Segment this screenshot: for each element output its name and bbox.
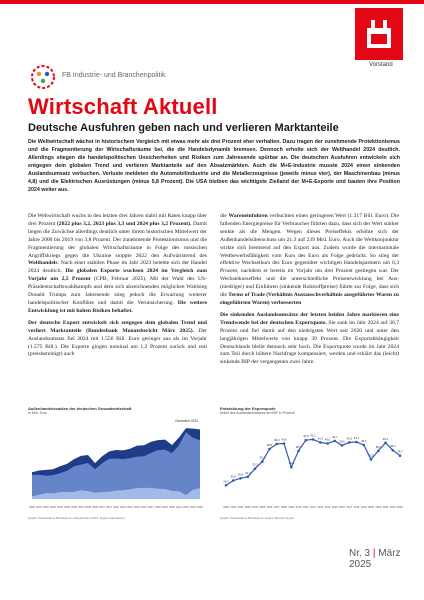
body-text-bold: Die sinkenden Auslandsumsätze der letzten beiden Jahre markieren eine Trendwende bei der deutschen Exportquote.: [220, 311, 399, 326]
data-label: 40,2: [382, 436, 389, 441]
issue-date: März 2025: [349, 548, 401, 570]
body-text: die: [220, 213, 229, 219]
x-tick-label: 2021: [176, 506, 182, 509]
body-paragraph: [220, 312, 399, 367]
body-paragraph: [28, 213, 207, 316]
department-label: FB Industrie- und Branchenpolitik: [62, 72, 166, 79]
x-tick-label: 2010: [99, 506, 105, 509]
body-text: Die Weltwirtschaft wuchs in den letzten drei Jahren stabil mit Raten knapp über drei Prozent: [28, 213, 207, 227]
chart-subtitle: Anteil des Auslandsumsatzes am BIP in Prozent: [220, 411, 295, 415]
data-point: [290, 466, 293, 469]
data-label: 39,5: [339, 439, 345, 444]
data-point: [319, 441, 322, 444]
chart-trade-svg: [28, 415, 204, 511]
x-tick-label: 2020: [368, 506, 374, 509]
lead-paragraph: Die Weltwirtschaft wächst in historischem Vergleich mit etwas mehr als drei Prozent eher verhalten. Dazu tragen der zunehmende Protektionismus und die Fragmentierung der Wirtschaftsräume bei, die die Handelsdynamik bremsen. Dennoch erholte sich der Welthandel 2024 deutlich. Allerdings stiegen die handelspolitischen Unsicherheiten und Risiken zum Jahresende spürbar an. Die deutschen Ausfuhren entwickeln sich entgegen dem globalen Trend und verlieren Marktanteile auf den Absatzmärkten. Auch die M+E-Industrie musste 2024 einen sinkenden Auslandsumsatz verbuchen. Verluste meldeten die Automobilindustrie und die Metallerzeugnisse (jeweils minus vier), der Maschinenbau (minus 4,8) und die Elektrischen Ausrüstungen (minus 5,8 Prozent). Die USA bleiben das wichtigste Zielland der M+E-Exporte und bauten ihre Position 2024 weiter aus.: [28, 139, 400, 193]
body-column-right: [220, 213, 399, 371]
body-text: (CPB, Februar 2025). Mit der Wahl des US-Präsidentschaftswahlkampfs und dem sich abzeichnenden möglichen Wahlsieg Donald Trumps zum Jahresende stieg jedoch die Erwartung weiterer handelspolitischer Konflikte und damit die Verunsicherung.: [28, 276, 208, 306]
logo-subline: Vorstand: [369, 62, 393, 68]
data-label: 33,6: [288, 461, 295, 466]
x-tick-label: 2017: [346, 506, 353, 509]
gear-people-icon: [28, 62, 58, 92]
x-tick-label: 2023: [389, 506, 396, 509]
x-tick-label: 2006: [71, 506, 77, 509]
body-text-bold: (2022 plus 3,2, 2023 plus 3,3 und 2024 plus 3,2 Prozent).: [56, 220, 192, 227]
data-point: [399, 454, 402, 457]
body-text-bold: Terms of Trade (Verhältnis Austauschverhältnis ausgeführter Waren zu eingeführten Waren) verbesserten: [220, 292, 400, 306]
body-text-bold: Die weitere Entwicklung ist mit hohen Risiken behaftet.: [28, 299, 207, 314]
body-text-bold: Wareneinfuhren: [228, 213, 268, 219]
x-tick-label: 2011: [303, 506, 309, 509]
data-label: 35,7: [368, 453, 374, 458]
issue-separator: |: [372, 548, 376, 559]
data-point: [232, 479, 235, 482]
page-title: Wirtschaft Aktuell: [28, 94, 218, 119]
data-point: [254, 467, 257, 470]
x-tick-label: 2004: [252, 506, 258, 509]
data-label: 33,2: [252, 462, 258, 467]
data-point: [341, 444, 344, 447]
x-tick-label: 2012: [310, 506, 316, 509]
body-text: Damit liegen die Zuwächse allerdings deutlich unter ihrem historischen Mittelwert der Jahre 2000 bis 2019 von 3,8 Prozent. Der zunehmende Protektionismus und die Fragmentierung der globalen Wirtschaftsräume in Folge des russischen Angriffskriegs gegen die Ukraine stoppte 2022 den Aufwärtstrend des: [28, 220, 207, 259]
x-tick-label: 2024: [397, 506, 403, 509]
x-tick-label: 2009: [288, 506, 295, 509]
x-tick-label: 2005: [64, 506, 70, 509]
x-tick-label: 2002: [237, 506, 244, 509]
data-point: [225, 484, 228, 487]
data-point: [334, 440, 337, 443]
data-point: [247, 476, 250, 479]
top-accent-bar: [0, 0, 424, 4]
chart-annotation: Dezember 2024: [175, 419, 198, 423]
x-tick-label: 2016: [141, 506, 147, 509]
logo-emblem-icon: [361, 14, 397, 54]
chart-quota-svg: [220, 415, 406, 511]
body-paragraph: [220, 213, 399, 308]
chart-title: Entwicklung der Exportquote: [220, 406, 276, 411]
x-tick-label: 2001: [230, 506, 237, 509]
data-point: [377, 450, 380, 453]
x-tick-label: 2001: [36, 506, 42, 509]
x-tick-label: 2008: [281, 506, 287, 509]
x-tick-label: 2018: [353, 506, 360, 509]
data-point: [268, 448, 271, 451]
page-subtitle: Deutsche Ausfuhren geben nach und verlieren Marktanteile: [28, 122, 339, 134]
data-label: 40,3: [317, 436, 324, 441]
data-point: [384, 442, 387, 445]
data-label: 39,6: [361, 439, 367, 443]
data-label: 40,4: [353, 436, 360, 440]
chart-export-quota: [220, 406, 406, 524]
x-tick-label: 2023: [190, 506, 196, 509]
data-point: [355, 441, 358, 444]
x-tick-label: 2014: [324, 506, 331, 509]
body-text-bold: Welthandels: [28, 260, 58, 267]
x-tick-label: 2003: [244, 506, 251, 509]
chart-trade-balance: [28, 406, 204, 524]
x-tick-label: 2017: [148, 506, 154, 509]
data-label: 38,2: [390, 444, 396, 449]
x-tick-label: 2003: [50, 506, 56, 509]
data-label: 35,1: [259, 455, 266, 460]
x-tick-label: 2024: [197, 506, 203, 509]
data-point: [297, 450, 300, 453]
x-tick-label: 2007: [273, 506, 280, 509]
data-point: [261, 460, 264, 463]
body-text: Sie sank im Jahr 2024 auf 36,7 Prozent und fiel damit auf den niedrigsten Wert seit 2020 und unter den langjährigen Mittelwerte von knapp 39 Prozent. Die Exportabhängigkeit Deutschlands bleibt dennoch sehr hoch. Die Exportquote wurde im Jahr 2024 zum Teil durch höhere Nachfrage kompensiert, werden und erklärt das (leicht) sinkende BIP der vergangenen zwei Jahre.: [220, 319, 399, 366]
x-tick-label: 2022: [183, 506, 189, 509]
x-tick-label: 2015: [134, 506, 140, 509]
data-label: 30,6: [237, 472, 244, 477]
x-tick-label: 2015: [331, 506, 338, 509]
x-tick-label: 2022: [382, 506, 389, 509]
data-point: [312, 438, 315, 441]
data-label: 40,3: [346, 436, 353, 441]
data-label: 39,9: [274, 437, 280, 442]
data-point: [326, 442, 329, 445]
data-point: [239, 477, 242, 480]
data-point: [370, 458, 373, 461]
data-label: 41,1: [310, 433, 316, 438]
x-tick-label: 2012: [113, 506, 119, 509]
body-text: verbuchten einen geringeren Wert (1.317 Bill. Euro). Die fallenden Energiepreise für Verbraucher führten dazu, dass sich der Wert stärker senkte als die Mengen. Wegen dieses Preiseffekts erhöhte sich der Außenhandelsüberschuss um 21,3 auf 239 Mrd. Euro. Auch die Weltkonjunktur wirkte sich bremsend auf den Export aus. Zudem wurde die internationale Wettbewerbsfähigkeit vom Kurs des Euro als Folge gedrückt. So stieg der effektive Wechselkurs des Euro gegenüber wichtigen Handelspartnern um 0,3 Prozent, nachdem er bereits im Vorjahr um drei Prozent gestiegen war. Der Wechselkurseffekt und die unterschiedliche Preisentwicklung bei Aus- (niedriger) und Einfuhren (sinkende Rohstoffpreise) führte zur Folge, dass sich die: [220, 213, 399, 299]
issue-label: [349, 548, 424, 570]
x-tick-label: 2018: [155, 506, 161, 509]
body-text: . Nach einer stabilen Phase im Jahr 2023 belebte sich der Handel 2024 deutlich.: [28, 260, 207, 275]
x-tick-label: 2020: [169, 506, 175, 509]
data-label: 30,0: [230, 474, 237, 479]
data-point: [348, 441, 351, 444]
x-tick-label: 2021: [375, 506, 382, 509]
x-tick-label: 2002: [43, 506, 49, 509]
x-tick-label: 2019: [360, 506, 367, 509]
data-label: 38,0: [375, 444, 382, 449]
data-label: 38,0: [295, 444, 302, 449]
x-tick-label: 2007: [78, 506, 84, 509]
x-tick-label: 2016: [339, 506, 345, 509]
data-label: 28,7: [223, 479, 229, 484]
x-tick-label: 2009: [92, 506, 98, 509]
x-tick-label: 2019: [162, 506, 168, 509]
chart-title: Außenhandelssalden der deutschen Gesamtwirtschaft: [28, 406, 132, 411]
data-point: [276, 443, 279, 446]
x-tick-label: 2005: [259, 506, 266, 509]
data-point: [392, 449, 395, 452]
x-tick-label: 2011: [106, 506, 112, 509]
chart-source: Quelle: Statistisches Bundesamt, Außenhandel 2024, eigene Darstellung: [28, 516, 125, 520]
x-tick-label: 2006: [266, 506, 273, 509]
body-paragraph: [28, 320, 207, 360]
x-tick-label: 2000: [29, 506, 35, 509]
data-label: 40,7: [332, 434, 338, 439]
body-column-left: [28, 213, 207, 363]
x-tick-label: 2008: [85, 506, 91, 509]
data-point: [305, 439, 308, 442]
body-text-bold: Die globalen Exporte wuchsen 2024 im Vergleich zum Vorjahr um 2,5 Prozent: [28, 268, 207, 283]
chart-subtitle: in Mrd. Euro: [28, 411, 48, 415]
data-label: 40,0: [324, 437, 331, 442]
body-text: Der Auslandsumsatz fiel 2024 mit 1.556 Bill. Euro geringer aus als im Vorjahr (1.575 Bill.). Die Exporte gingen nominal um 1,2 Prozent zurück und real (preisbereinigt) auch: [28, 327, 207, 358]
x-tick-label: 2013: [317, 506, 324, 509]
data-label: 40,9: [303, 434, 309, 439]
data-point: [283, 442, 286, 445]
data-point: [363, 444, 366, 447]
x-tick-label: 2014: [127, 506, 133, 509]
data-label: 40,0: [281, 437, 287, 442]
issue-number: Nr. 3: [349, 548, 371, 559]
body-text-bold: Der deutsche Export entwickelt sich entgegen dem globalen Trend und verliert Marktanteile (Bundesbank Monatsbericht März 2025).: [28, 319, 207, 334]
data-label: 38,5: [266, 443, 273, 447]
chart-source: Quelle: Statistisches Bundesamt, eigene Berechnungen: [220, 516, 295, 520]
data-label: 36,7: [397, 449, 403, 454]
x-tick-label: 2004: [57, 506, 63, 509]
x-tick-label: 2013: [120, 506, 126, 509]
ig-metall-logo: [355, 8, 403, 60]
data-label: 31,0: [245, 470, 251, 475]
x-tick-label: 2000: [223, 506, 229, 509]
x-tick-label: 2010: [295, 506, 302, 509]
